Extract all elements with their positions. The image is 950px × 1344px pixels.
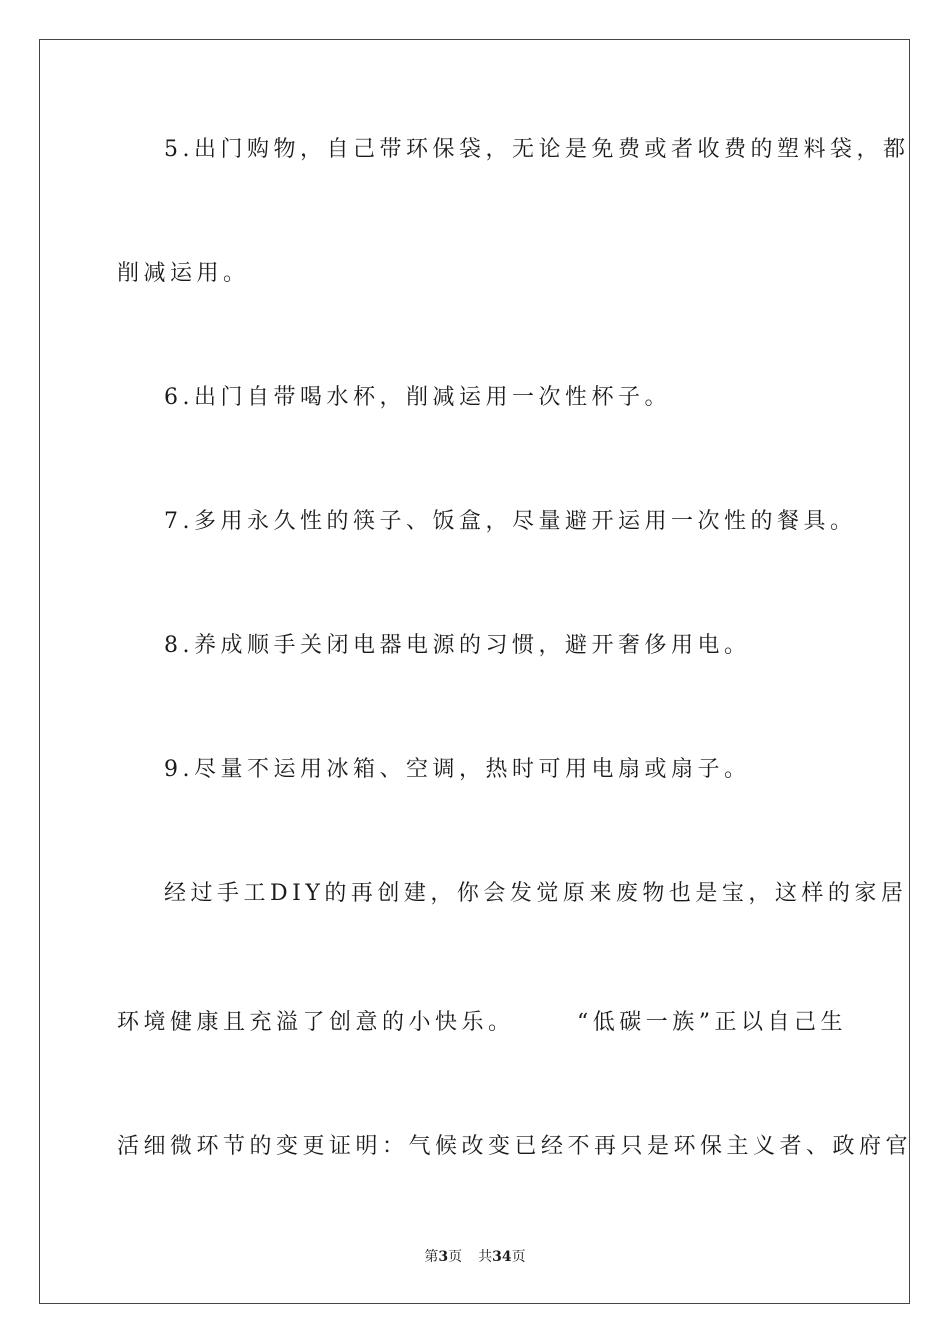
footer-page-number: 3: [438, 1249, 449, 1265]
paragraph-5-line-1: 5.出门购物，自己带环保袋，无论是免费或者收费的塑料袋，都: [164, 137, 910, 162]
paragraph-diy-line-3: 活细微环节的变更证明：气候改变已经不再只是环保主义者、政府官: [117, 1134, 913, 1159]
footer-total-prefix: 共: [478, 1249, 493, 1265]
page-border: [39, 39, 913, 1304]
paragraph-diy-line-1: 经过手工DIY的再创建，你会发觉原来废物也是宝，这样的家居: [164, 881, 908, 906]
footer-page-suffix: 页: [448, 1249, 463, 1265]
paragraph-diy-line-2: 环境健康且充溢了创意的小快乐。: [117, 1010, 515, 1035]
paragraph-8-line-1: 8.养成顺手关闭电器电源的习惯，避开奢侈用电。: [164, 633, 751, 658]
paragraph-5-line-2: 削减运用。: [117, 261, 250, 286]
footer-total-suffix: 页: [511, 1249, 526, 1265]
paragraph-diy-line-2-quote: “低碳一族”正以自己生: [577, 1010, 847, 1035]
footer-page-prefix: 第: [424, 1249, 439, 1265]
paragraph-6-line-1: 6.出门自带喝水杯，削减运用一次性杯子。: [164, 385, 671, 410]
paragraph-9-line-1: 9.尽量不运用冰箱、空调，热时可用电扇或扇子。: [164, 757, 751, 782]
page-footer: [0, 1247, 950, 1267]
paragraph-7-line-1: 7.多用永久性的筷子、饭盒，尽量避开运用一次性的餐具。: [164, 509, 857, 534]
footer-total-pages: 34: [492, 1249, 512, 1265]
